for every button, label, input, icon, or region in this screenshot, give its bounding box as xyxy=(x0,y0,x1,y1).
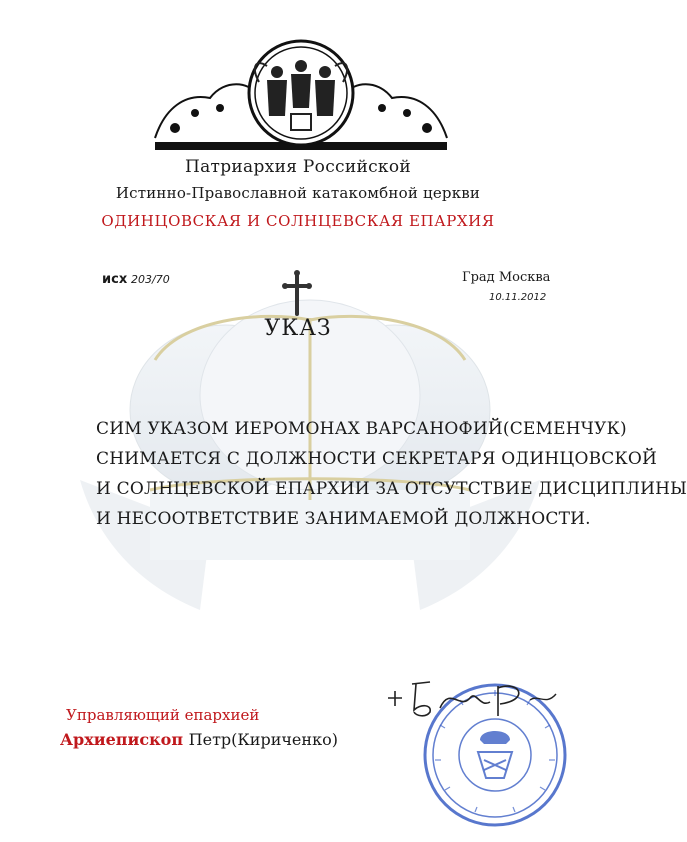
signatory-name: Петр(Кириченко) xyxy=(188,730,338,749)
signatory-title: Архиепископ xyxy=(60,730,184,749)
outgoing-reference xyxy=(102,272,170,287)
reference-number: 203/70 xyxy=(131,273,170,286)
reference-label: исх xyxy=(102,272,128,287)
date: 10.11.2012 xyxy=(489,292,547,303)
trinity-icon-frame xyxy=(155,38,447,150)
signatory-line xyxy=(60,730,338,749)
orthodox-cross-icon xyxy=(280,270,314,316)
header-church: Истинно-Православной катакомбной церкви xyxy=(115,184,481,202)
document-title: УКАЗ xyxy=(264,316,332,341)
decree-body xyxy=(96,414,687,534)
header-eparchy: ОДИНЦОВСКАЯ И СОЛНЦЕВСКАЯ ЕПАРХИЯ xyxy=(101,212,495,230)
handwritten-signature xyxy=(380,676,560,726)
body-line: И НЕСООТВЕТСТВИЕ ЗАНИМАЕМОЙ ДОЛЖНОСТИ. xyxy=(96,509,591,529)
body-line: СИМ УКАЗОМ ИЕРОМОНАХ ВАРСАНОФИЙ(СЕМЕНЧУК) xyxy=(96,419,627,439)
header-patriarchate: Патриархия Российской xyxy=(184,157,412,177)
signatory-role: Управляющий епархией xyxy=(66,706,260,724)
body-line: СНИМАЕТСЯ С ДОЛЖНОСТИ СЕКРЕТАРЯ ОДИНЦОВСКОЙ xyxy=(96,449,658,469)
body-line: И СОЛНЦЕВСКОЙ ЕПАРХИИ ЗА ОТСУТСТВИЕ ДИСЦИПЛИНЫ xyxy=(96,479,687,499)
city: Град Москва xyxy=(462,270,551,285)
